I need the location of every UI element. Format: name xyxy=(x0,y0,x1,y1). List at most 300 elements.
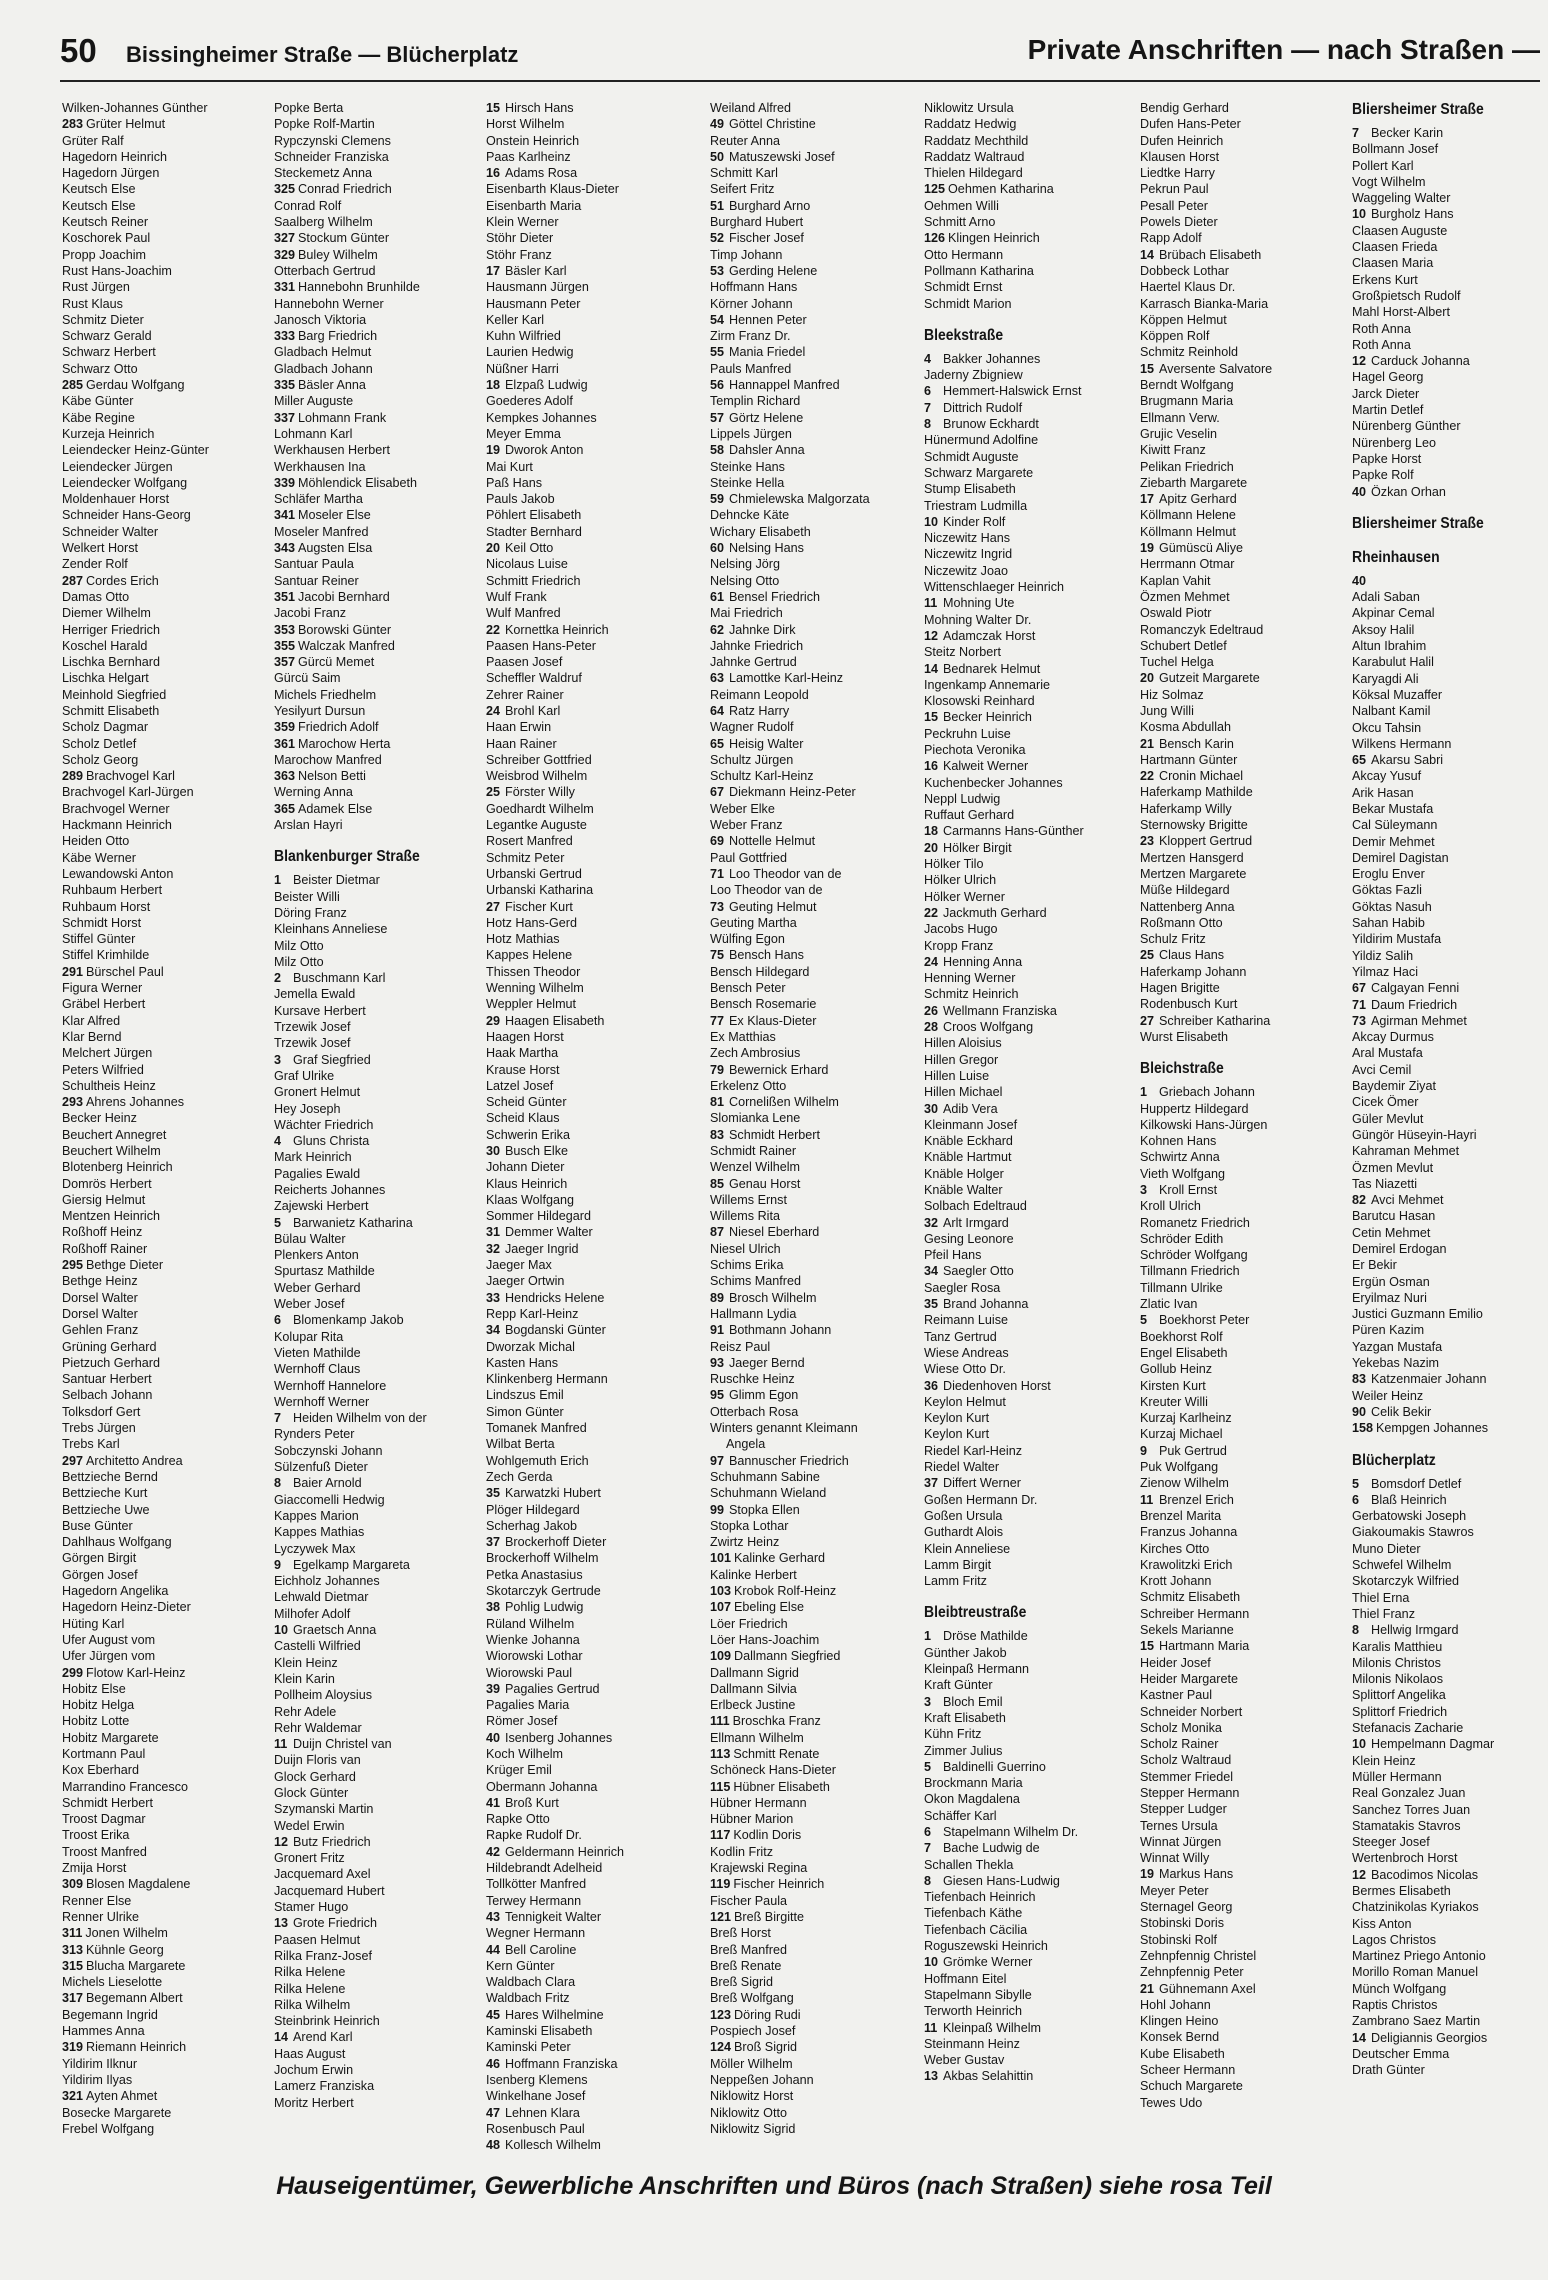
resident-entry xyxy=(1140,964,1352,980)
resident-entry xyxy=(1352,1899,1548,1915)
resident-entry xyxy=(1352,720,1548,736)
resident-entry xyxy=(1140,1508,1352,1524)
resident-name: Dröse Mathilde xyxy=(943,1629,1028,1644)
resident-entry xyxy=(1140,947,1352,963)
column-5 xyxy=(924,100,1136,2160)
resident-entry xyxy=(1352,1834,1548,1850)
resident-entry xyxy=(710,263,922,279)
resident-entry xyxy=(1140,703,1352,719)
resident-entry xyxy=(924,1312,1136,1328)
house-number: 89 xyxy=(710,1290,725,1305)
resident-entry xyxy=(1140,1557,1352,1573)
resident-entry xyxy=(924,1541,1136,1557)
resident-name: Gollub Heinz xyxy=(1140,1362,1213,1377)
resident-name: Dehncke Käte xyxy=(710,508,790,523)
resident-entry xyxy=(486,1795,698,1811)
resident-entry xyxy=(274,1101,486,1117)
resident-entry xyxy=(1140,1101,1352,1117)
resident-name: Raptis Christos xyxy=(1352,1998,1438,2013)
resident-entry xyxy=(1140,687,1352,703)
house-number: 1 xyxy=(924,1629,932,1644)
resident-entry xyxy=(1352,964,1548,980)
resident-name: Urbanski Katharina xyxy=(486,883,594,898)
resident-name: Grote Friedrich xyxy=(293,1916,377,1931)
resident-name: Nüßner Harri xyxy=(486,361,559,376)
resident-entry xyxy=(1140,1899,1352,1915)
resident-name: Michels Lieselotte xyxy=(62,1975,163,1990)
resident-entry xyxy=(486,833,698,849)
resident-name: Niczewitz Ingrid xyxy=(924,547,1013,562)
resident-entry xyxy=(486,1224,698,1240)
resident-entry xyxy=(62,703,274,719)
resident-name: Schuhmann Wieland xyxy=(710,1486,827,1501)
resident-name: Raddatz Hedwig xyxy=(924,117,1017,132)
resident-entry xyxy=(924,1645,1136,1661)
resident-name: Jemella Ewald xyxy=(274,987,356,1002)
resident-name: Krobok Rolf-Heinz xyxy=(734,1584,837,1599)
resident-name: Isenberg Johannes xyxy=(505,1730,613,1745)
resident-name: Barwanietz Katharina xyxy=(293,1215,413,1230)
house-number: 16 xyxy=(924,759,939,774)
resident-name: Schultz Karl-Heinz xyxy=(710,769,814,784)
resident-name: Schreiber Gottfried xyxy=(486,752,592,767)
resident-name: Carmanns Hans-Günther xyxy=(943,824,1084,839)
resident-name: Niczewitz Hans xyxy=(924,531,1011,546)
resident-name: Thiel Franz xyxy=(1352,1606,1415,1621)
resident-entry xyxy=(274,1997,486,2013)
house-number: 37 xyxy=(924,1476,939,1491)
resident-entry xyxy=(486,1909,698,1925)
resident-entry xyxy=(1352,948,1548,964)
resident-entry xyxy=(486,100,698,116)
resident-entry xyxy=(710,459,922,475)
resident-entry xyxy=(1352,125,1548,141)
resident-entry xyxy=(924,416,1136,432)
resident-name: Meinhold Siegfried xyxy=(62,687,167,702)
resident-name: Nelsing Otto xyxy=(710,573,780,588)
resident-name: Brugmann Maria xyxy=(1140,394,1234,409)
resident-entry xyxy=(924,1954,1136,1970)
resident-entry xyxy=(486,1355,698,1371)
resident-name: Castelli Wilfried xyxy=(274,1639,361,1654)
resident-name: Ahrens Johannes xyxy=(86,1095,185,1110)
house-number: 10 xyxy=(924,514,939,529)
resident-name: Rilka Franz-Josef xyxy=(274,1948,372,1963)
resident-name: Lippels Jürgen xyxy=(710,426,792,441)
resident-name: Paß Hans xyxy=(486,475,542,490)
resident-name: Hobitz Lotte xyxy=(62,1714,130,1729)
house-number: 42 xyxy=(486,1844,501,1859)
resident-name: Glock Gerhard xyxy=(274,1769,356,1784)
resident-name: Goßen Ursula xyxy=(924,1508,1003,1523)
resident-name: Hartmann Günter xyxy=(1140,752,1238,767)
resident-entry xyxy=(274,1198,486,1214)
resident-entry xyxy=(274,1052,486,1068)
resident-name: Pfeil Hans xyxy=(924,1248,982,1263)
resident-name: Hillen Michael xyxy=(924,1085,1003,1100)
resident-entry xyxy=(486,670,698,686)
resident-entry xyxy=(1352,1045,1548,1061)
resident-name: Ternes Ursula xyxy=(1140,1818,1218,1833)
resident-name: Kosma Abdullah xyxy=(1140,720,1232,735)
resident-entry xyxy=(62,801,274,817)
resident-name: Klein Karin xyxy=(274,1671,335,1686)
resident-name: Graf Siegfried xyxy=(293,1052,371,1067)
resident-name: Hempelmann Dagmar xyxy=(1371,1737,1495,1752)
house-number: 20 xyxy=(924,840,939,855)
resident-entry xyxy=(274,2013,486,2029)
resident-name: Justici Guzmann Emilio xyxy=(1352,1307,1483,1322)
resident-name: Klausen Horst xyxy=(1140,149,1220,164)
house-number: 50 xyxy=(710,149,725,164)
resident-entry xyxy=(924,498,1136,514)
resident-name: Jacobi Franz xyxy=(274,606,347,621)
resident-name: Milhofer Adolf xyxy=(274,1606,351,1621)
house-number: 353 xyxy=(274,622,296,637)
resident-entry xyxy=(486,540,698,556)
resident-entry xyxy=(710,931,922,947)
resident-name: Kahraman Mehmet xyxy=(1352,1144,1460,1159)
resident-name: Pietzuch Gerhard xyxy=(62,1355,161,1370)
resident-name: Schröder Edith xyxy=(1140,1231,1224,1246)
resident-entry xyxy=(62,2072,274,2088)
resident-name: Özkan Orhan xyxy=(1371,484,1446,499)
resident-name: Gehlen Franz xyxy=(62,1323,139,1338)
resident-entry xyxy=(274,1394,486,1410)
resident-entry xyxy=(62,1371,274,1387)
resident-name: Marochow Manfred xyxy=(274,752,382,767)
resident-entry xyxy=(710,1404,922,1420)
resident-entry xyxy=(924,2003,1136,2019)
resident-name: Stopka Ellen xyxy=(729,1502,800,1517)
resident-entry xyxy=(710,100,922,116)
resident-name: Ruschke Heinz xyxy=(710,1372,795,1387)
resident-entry xyxy=(62,1827,274,1843)
resident-name: Yesilyurt Dursun xyxy=(274,703,366,718)
resident-entry xyxy=(274,1981,486,1997)
resident-entry xyxy=(1352,353,1548,369)
resident-entry xyxy=(1352,1981,1548,1997)
resident-name: Wenning Wilhelm xyxy=(486,981,584,996)
resident-entry xyxy=(1140,1769,1352,1785)
resident-name: Niklowitz Horst xyxy=(710,2089,794,2104)
resident-name: Erkelenz Otto xyxy=(710,1078,787,1093)
resident-name: Haertel Klaus Dr. xyxy=(1140,280,1236,295)
resident-name: Schläfer Martha xyxy=(274,492,363,507)
resident-name: Klein Heinz xyxy=(1352,1753,1416,1768)
resident-name: Niklowitz Ursula xyxy=(924,101,1014,115)
resident-name: Kropp Franz xyxy=(924,938,994,953)
resident-name: Ergün Osman xyxy=(1352,1274,1430,1289)
resident-name: Scholz Detlef xyxy=(62,736,137,751)
resident-entry xyxy=(1140,850,1352,866)
resident-name: Nelsing Hans xyxy=(729,541,804,556)
resident-entry xyxy=(924,970,1136,986)
resident-entry xyxy=(62,198,274,214)
resident-name: Weiler Heinz xyxy=(1352,1388,1424,1403)
resident-entry xyxy=(62,947,274,963)
resident-name: Püren Kazim xyxy=(1352,1323,1425,1338)
resident-entry xyxy=(62,410,274,426)
resident-entry xyxy=(1352,1176,1548,1192)
resident-name: Pauls Jakob xyxy=(486,492,555,507)
resident-name: Wächter Friedrich xyxy=(274,1117,374,1132)
resident-name: Stockum Günter xyxy=(298,231,390,246)
resident-entry xyxy=(710,1616,922,1632)
resident-entry xyxy=(1352,1322,1548,1338)
resident-name: Kern Günter xyxy=(486,1958,555,1973)
resident-entry xyxy=(62,1176,274,1192)
resident-name: Yilmaz Haci xyxy=(1352,964,1419,979)
house-number: 7 xyxy=(274,1411,282,1426)
house-number: 14 xyxy=(1352,2030,1367,2045)
resident-name: Scholz Waltraud xyxy=(1140,1753,1232,1768)
resident-name: Jaeger Ortwin xyxy=(486,1274,565,1289)
house-number: 1 xyxy=(274,873,282,888)
house-number: 10 xyxy=(1352,1737,1367,1752)
resident-entry xyxy=(1140,638,1352,654)
resident-name: Schneider Hans-Georg xyxy=(62,508,191,523)
resident-name: Ruffaut Gerhard xyxy=(924,808,1015,823)
house-number: 48 xyxy=(486,2138,501,2153)
resident-entry xyxy=(62,1942,274,1958)
resident-name: Wulf Frank xyxy=(486,589,547,604)
resident-entry xyxy=(710,1697,922,1713)
house-number: 87 xyxy=(710,1225,725,1240)
resident-entry xyxy=(924,1231,1136,1247)
resident-entry xyxy=(710,882,922,898)
resident-name: Reimann Leopold xyxy=(710,687,809,702)
resident-entry xyxy=(1352,1420,1548,1436)
resident-name: Krott Johann xyxy=(1140,1574,1212,1589)
resident-entry xyxy=(486,361,698,377)
resident-name: Differt Werner xyxy=(943,1476,1021,1491)
resident-name: Roßmann Otto xyxy=(1140,915,1223,930)
resident-entry xyxy=(1352,1622,1548,1638)
resident-entry xyxy=(924,1661,1136,1677)
resident-entry xyxy=(710,247,922,263)
resident-name: Güngör Hüseyin-Hayri xyxy=(1352,1127,1477,1142)
resident-entry xyxy=(274,1247,486,1263)
resident-name: Huppertz Hildegard xyxy=(1140,1101,1249,1116)
resident-entry xyxy=(274,1866,486,1882)
resident-name: Bewernick Erhard xyxy=(729,1062,829,1077)
resident-entry xyxy=(710,1127,922,1143)
resident-name: Miller Auguste xyxy=(274,394,354,409)
resident-name: Claasen Auguste xyxy=(1352,223,1448,238)
resident-entry xyxy=(1140,1296,1352,1312)
house-number: 55 xyxy=(710,345,725,360)
resident-name: Zender Rolf xyxy=(62,557,128,572)
resident-name: Steinbrink Heinrich xyxy=(274,2014,380,2029)
resident-entry xyxy=(274,589,486,605)
resident-entry xyxy=(710,638,922,654)
resident-entry xyxy=(924,1905,1136,1921)
resident-entry xyxy=(1140,1312,1352,1328)
resident-entry xyxy=(710,1974,922,1990)
house-number: 15 xyxy=(1140,1639,1155,1654)
resident-name: Flotow Karl-Heinz xyxy=(86,1665,186,1680)
resident-entry xyxy=(1352,1192,1548,1208)
resident-entry xyxy=(1352,158,1548,174)
resident-name: Krajewski Regina xyxy=(710,1861,808,1876)
resident-entry xyxy=(1352,1916,1548,1932)
resident-name: Klein Werner xyxy=(486,215,559,230)
resident-entry xyxy=(274,1003,486,1019)
resident-name: Deutscher Emma xyxy=(1352,2046,1450,2061)
resident-entry xyxy=(486,1681,698,1697)
resident-entry xyxy=(924,709,1136,725)
resident-entry xyxy=(486,524,698,540)
resident-name: Dahsler Anna xyxy=(729,443,805,458)
house-number: 291 xyxy=(62,964,84,979)
resident-name: Yazgan Mustafa xyxy=(1352,1339,1443,1354)
resident-entry xyxy=(62,573,274,589)
resident-name: Neppeßen Johann xyxy=(710,2072,814,2087)
resident-name: Simon Günter xyxy=(486,1404,564,1419)
resident-entry xyxy=(1140,459,1352,475)
resident-name: Saalberg Wilhelm xyxy=(274,215,373,230)
resident-name: Cornelißen Wilhelm xyxy=(729,1095,839,1110)
resident-entry xyxy=(924,367,1136,383)
resident-entry xyxy=(62,768,274,784)
resident-name: Schmitt Elisabeth xyxy=(62,703,160,718)
resident-name: Knäble Hartmut xyxy=(924,1150,1012,1165)
resident-entry xyxy=(486,507,698,523)
resident-entry xyxy=(1140,1573,1352,1589)
resident-name: Sanchez Torres Juan xyxy=(1352,1802,1471,1817)
resident-entry xyxy=(1352,2030,1548,2046)
resident-entry xyxy=(1352,1208,1548,1224)
resident-name: Arend Karl xyxy=(293,2030,353,2045)
resident-entry xyxy=(62,2088,274,2104)
resident-name: Pohlig Ludwig xyxy=(505,1600,584,1615)
resident-entry xyxy=(1140,996,1352,1012)
resident-name: Scheffler Waldruf xyxy=(486,671,582,686)
resident-name: Claasen Frieda xyxy=(1352,240,1438,255)
resident-name: Trebs Karl xyxy=(62,1437,120,1452)
resident-name: Becker Heinrich xyxy=(943,710,1032,725)
resident-name: Schwarz Gerald xyxy=(62,329,152,344)
resident-name: Gronert Fritz xyxy=(274,1851,345,1866)
resident-entry xyxy=(62,687,274,703)
resident-entry xyxy=(274,1133,486,1149)
resident-name: Blosen Magdalene xyxy=(86,1877,191,1892)
resident-entry xyxy=(486,1665,698,1681)
resident-entry xyxy=(62,507,274,523)
house-number: 30 xyxy=(486,1144,501,1158)
resident-name: Kurzeja Heinrich xyxy=(62,426,155,441)
resident-name: Pesall Peter xyxy=(1140,198,1208,213)
resident-entry xyxy=(274,491,486,507)
resident-entry xyxy=(924,1492,1136,1508)
resident-name: Jacobi Bernhard xyxy=(298,589,390,604)
resident-entry xyxy=(1140,1915,1352,1931)
resident-entry xyxy=(924,1280,1136,1296)
resident-entry xyxy=(274,475,486,491)
resident-name: Ufer Jürgen vom xyxy=(62,1649,156,1664)
resident-entry xyxy=(710,377,922,393)
resident-entry xyxy=(924,1694,1136,1710)
house-number: 2 xyxy=(274,971,282,986)
resident-entry xyxy=(924,1475,1136,1491)
resident-entry xyxy=(1352,605,1548,621)
resident-entry xyxy=(486,1876,698,1892)
house-number: 299 xyxy=(62,1665,84,1680)
resident-entry xyxy=(274,817,486,833)
resident-entry xyxy=(62,1713,274,1729)
resident-entry xyxy=(1352,1671,1548,1687)
resident-entry xyxy=(924,1628,1136,1644)
resident-name: Dallmann Siegfried xyxy=(734,1649,841,1664)
resident-entry xyxy=(486,1013,698,1029)
house-number: 333 xyxy=(274,329,296,344)
resident-entry xyxy=(924,758,1136,774)
resident-entry xyxy=(486,1322,698,1338)
resident-entry xyxy=(274,1459,486,1475)
resident-entry xyxy=(710,2105,922,2121)
resident-entry xyxy=(924,954,1136,970)
resident-entry xyxy=(486,1241,698,1257)
resident-entry xyxy=(924,1149,1136,1165)
house-number: 71 xyxy=(710,866,725,881)
resident-name: Riedel Karl-Heinz xyxy=(924,1443,1022,1458)
resident-entry xyxy=(710,1648,922,1664)
resident-name: Köllmann Helmut xyxy=(1140,524,1236,539)
resident-name: Johann Dieter xyxy=(486,1160,565,1175)
resident-entry xyxy=(1140,361,1352,377)
resident-entry xyxy=(274,377,486,393)
resident-entry xyxy=(1352,1078,1548,1094)
resident-entry xyxy=(1352,1948,1548,1964)
resident-name: Dorsel Walter xyxy=(62,1290,138,1305)
resident-entry xyxy=(1140,1263,1352,1279)
resident-name: Paas Karlheinz xyxy=(486,149,571,164)
resident-name: Piechota Veronika xyxy=(924,742,1026,757)
resident-entry xyxy=(924,1857,1136,1873)
resident-entry xyxy=(924,1677,1136,1693)
resident-entry xyxy=(710,1518,922,1534)
resident-name: Bekar Mustafa xyxy=(1352,801,1434,816)
resident-entry xyxy=(710,556,922,572)
resident-entry xyxy=(1140,1818,1352,1834)
resident-entry xyxy=(1140,1589,1352,1605)
resident-name: Brenzel Marita xyxy=(1140,1508,1222,1523)
house-number: 43 xyxy=(486,1909,501,1924)
house-number: 365 xyxy=(274,801,296,816)
resident-name: Schmidt Marion xyxy=(924,296,1012,311)
resident-name: Zlatic Ivan xyxy=(1140,1297,1198,1312)
resident-name: Goederes Adolf xyxy=(486,394,573,409)
resident-name: Käbe Günter xyxy=(62,394,134,409)
resident-name: Baydemir Ziyat xyxy=(1352,1079,1436,1094)
resident-entry xyxy=(62,866,274,882)
house-number: 5 xyxy=(1352,1476,1360,1491)
resident-entry xyxy=(710,1550,922,1566)
resident-entry xyxy=(486,1453,698,1469)
resident-name: Okon Magdalena xyxy=(924,1792,1020,1807)
house-number: 111 xyxy=(710,1714,730,1729)
resident-name: Moseler Manfred xyxy=(274,524,369,539)
resident-name: Pollert Karl xyxy=(1352,158,1414,173)
resident-entry xyxy=(710,1208,922,1224)
resident-entry xyxy=(924,1166,1136,1182)
resident-name: Breß Manfred xyxy=(710,1942,787,1957)
resident-entry xyxy=(62,1224,274,1240)
resident-name: Lagos Christos xyxy=(1352,1932,1436,1947)
resident-name: Triestram Ludmilla xyxy=(924,498,1028,513)
resident-entry xyxy=(710,947,922,963)
